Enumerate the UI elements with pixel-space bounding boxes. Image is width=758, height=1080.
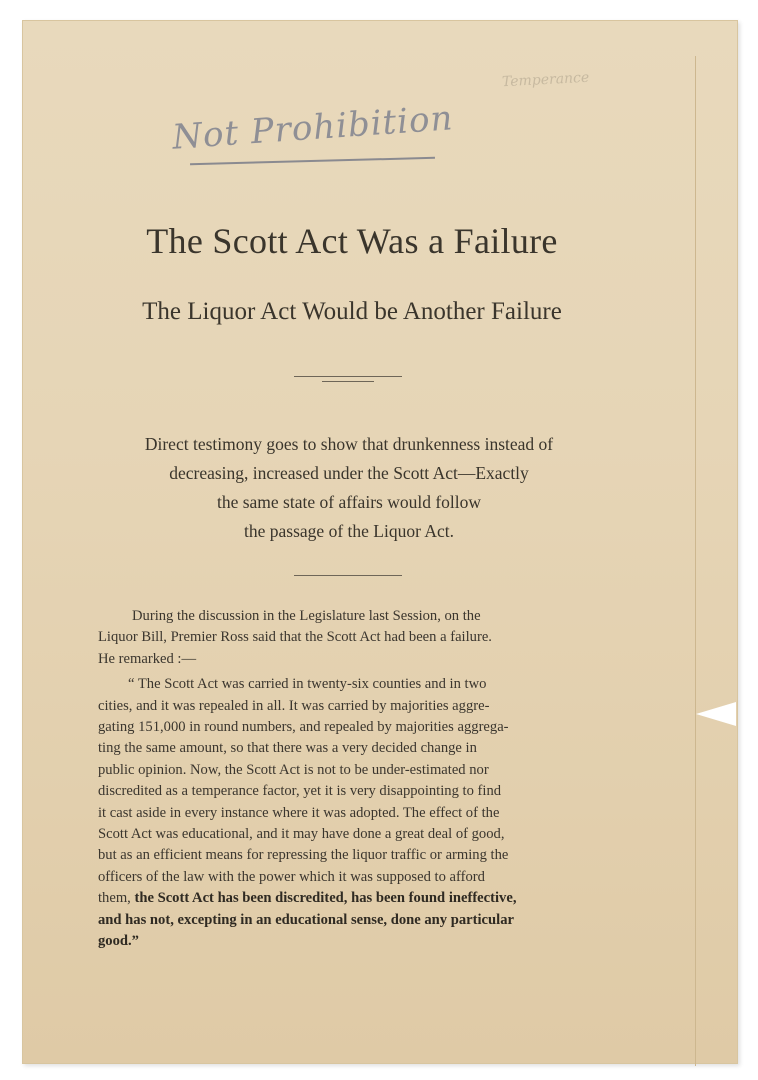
quote-line: officers of the law with the power which it was supposed to afford [98,868,485,885]
quote-line: gating 151,000 in round numbers, and repealed by majorities aggrega- [98,719,509,736]
quote-bold-line: good.” [98,933,139,950]
page-fold-edge [695,56,696,1066]
quote-bold-line: and has not, excepting in an educational sense, done any particular [98,911,514,928]
document-title: The Scott Act Was a Failure [146,221,558,261]
summary-line: the passage of the Liquor Act. [244,521,454,541]
document-sheet [22,20,738,1064]
quote-line: discredited as a temperance factor, yet it is very disappointing to find [98,783,502,800]
quote-line: public opinion. Now, the Scott Act is not to be under-estimated nor [98,761,489,778]
intro-line: He remarked :— [98,650,197,667]
quote-line: it cast aside in every instance where it was adopted. The effect of the [98,804,500,821]
divider-rule-lower [294,575,402,576]
torn-edge-notch [696,702,736,726]
intro-line: Liquor Bill, Premier Ross said that the Scott Act had been a failure. [98,629,492,646]
quote-line: ting the same amount, so that there was a very decided change in [98,740,477,757]
document-subtitle: The Liquor Act Would be Another Failure [142,298,562,325]
summary-line: the same state of affairs would follow [216,492,482,512]
summary-line: decreasing, increased under the Scott Act—Exactly [169,463,529,483]
divider-rule-short [322,381,374,382]
intro-line: During the discussion in the Legislature last Session, on the [132,608,481,624]
quote-line-bold: the Scott Act has been discredited, has been found ineffective, [134,890,517,907]
handwritten-note: Not Prohibition [170,98,455,158]
quote-line: “ The Scott Act was carried in twenty-six counties and in two [128,676,487,693]
quote-line: cities, and it was repealed in all. It was carried by majorities aggre- [98,697,490,714]
summary-line: Direct testimony goes to show that drunkenness instead of [144,434,554,454]
body-text [98,606,594,953]
pencil-note: Temperance [501,69,590,91]
summary-paragraph [102,430,596,546]
handwritten-underline [190,157,435,165]
divider-rule [294,376,402,377]
quote-line: but as an efficient means for repressing the liquor traffic or arming the [98,847,509,864]
quote-line-plain: them, [98,890,135,907]
quote-line-mixed [98,888,594,909]
quote-line: Scott Act was educational, and it may have done a great deal of good, [98,826,505,843]
